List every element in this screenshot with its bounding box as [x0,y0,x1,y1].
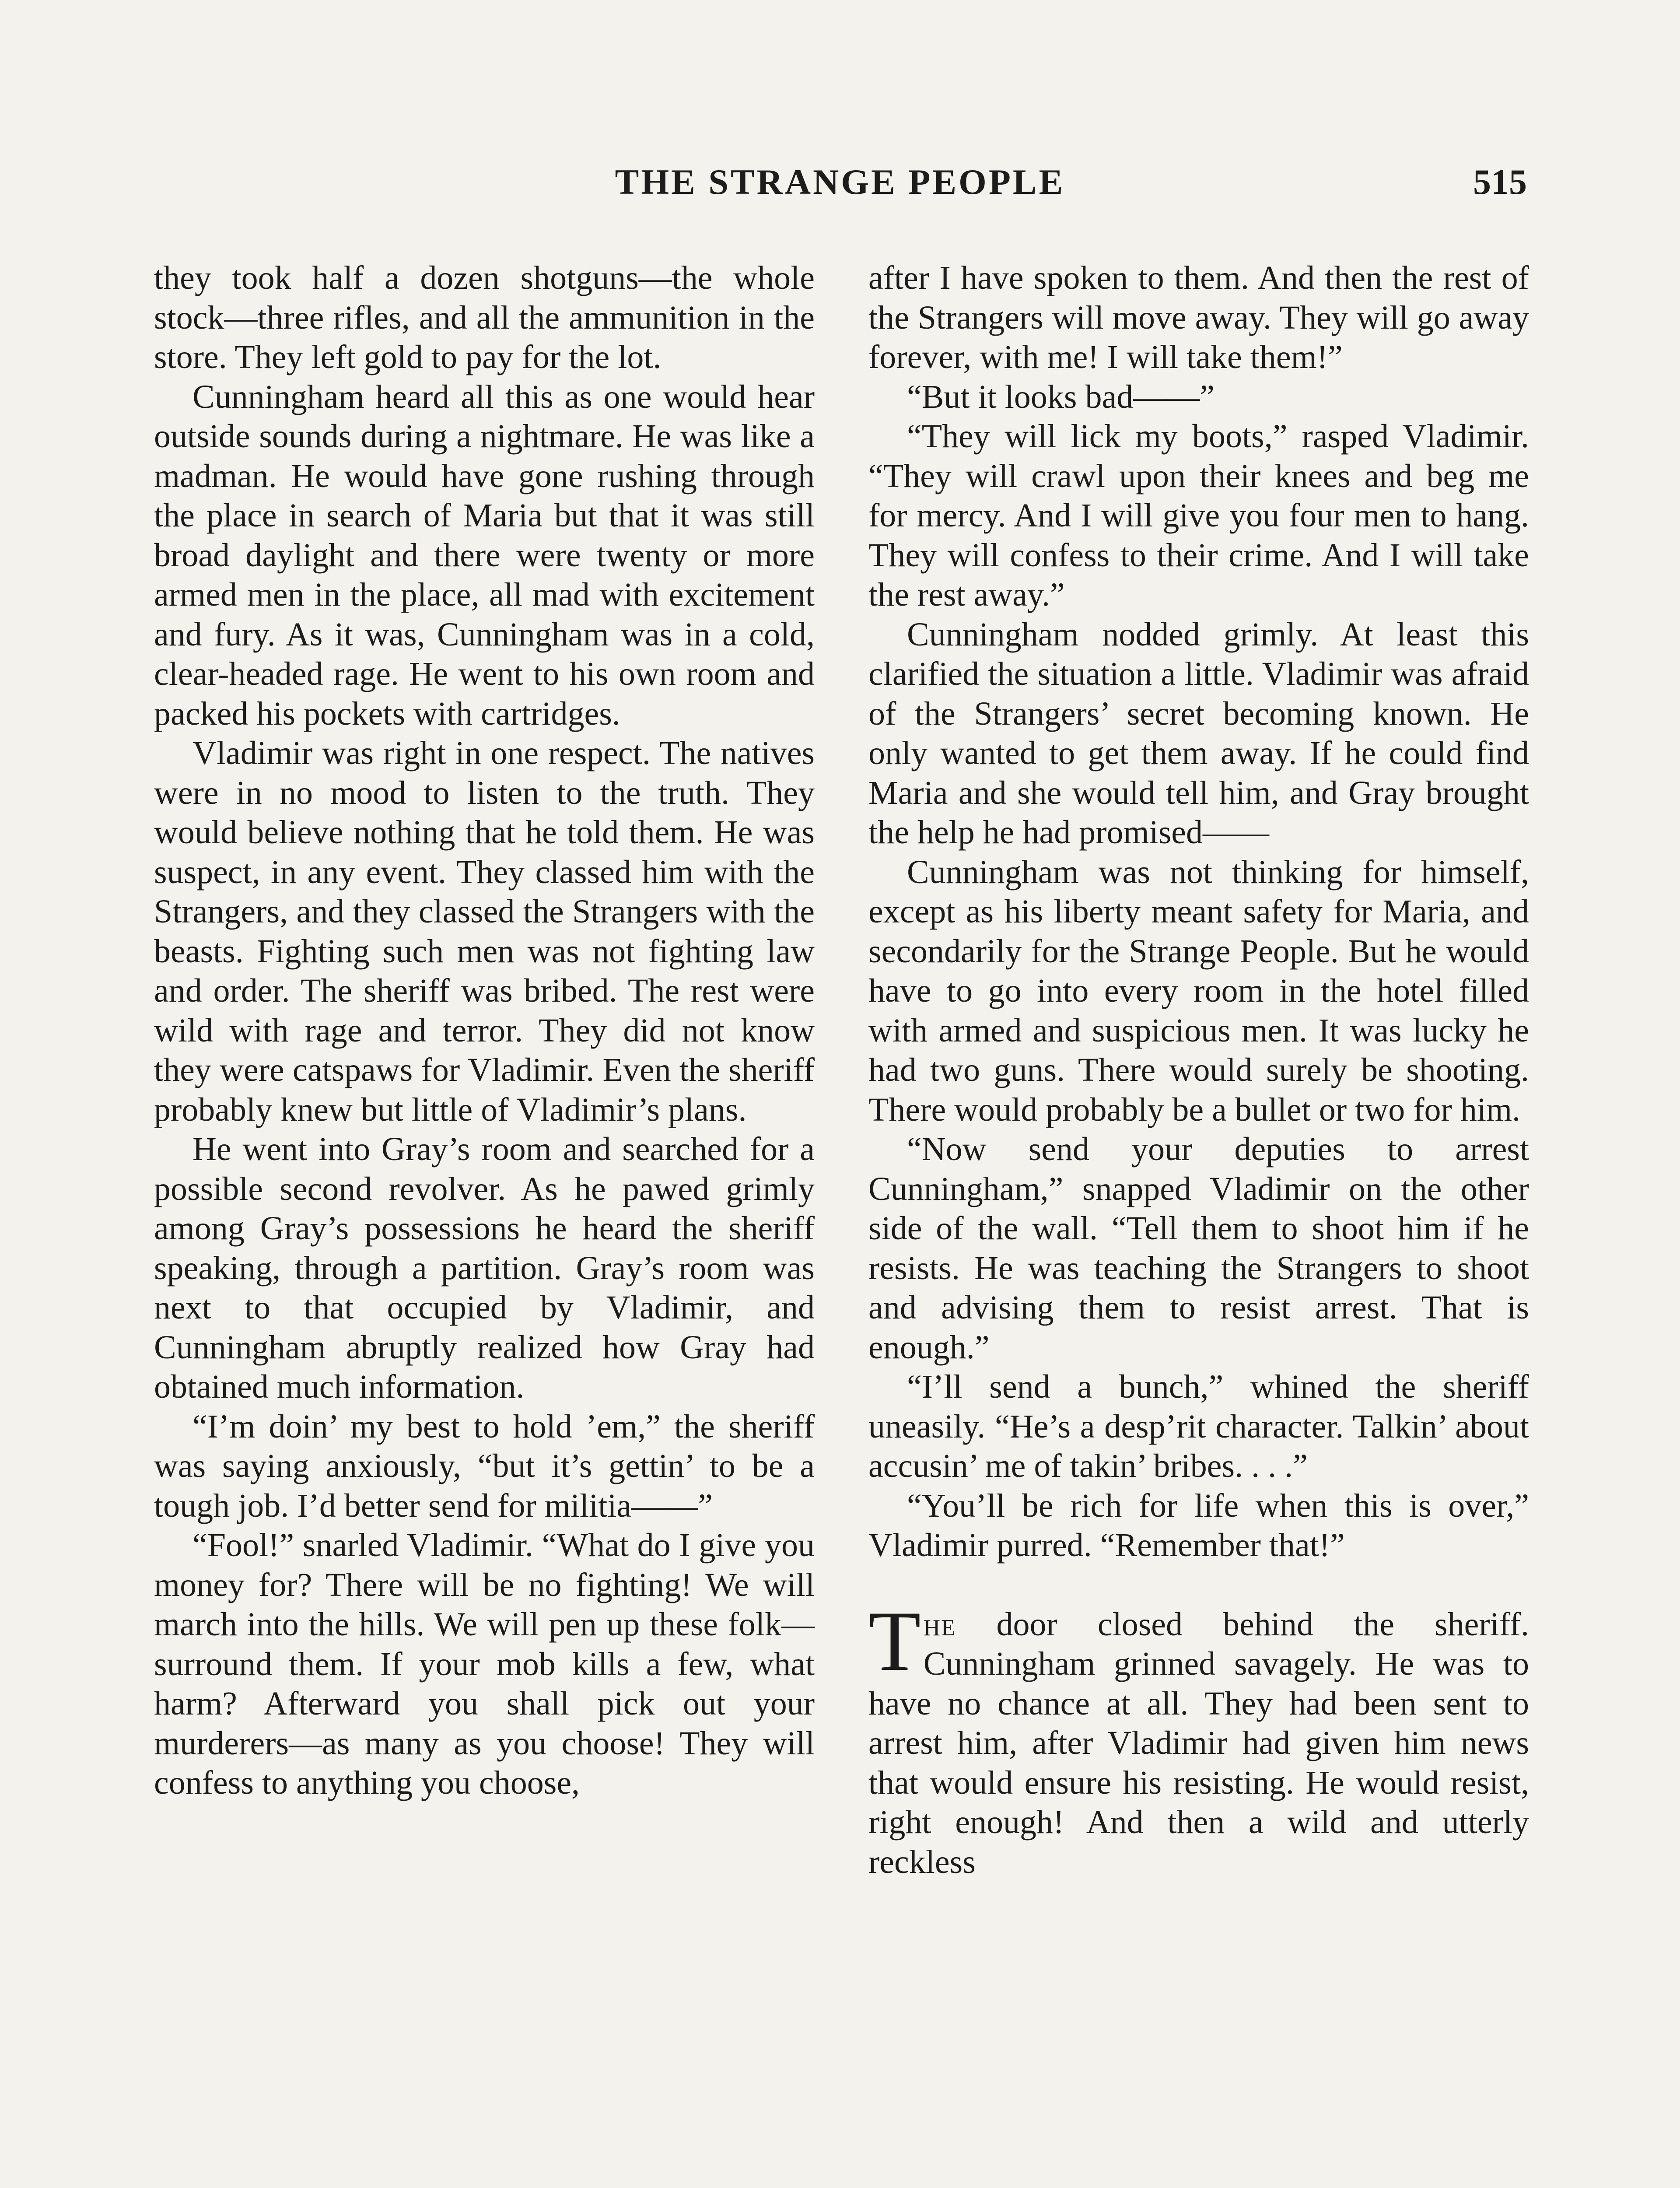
paragraph: “I’ll send a bunch,” whined the sheriff uneasily. “He’s a desp’rit character. Talkin’ about accusin’ me of takin’ bribes. . . .” [868,1368,1529,1484]
paragraph: “I’m doin’ my best to hold ’em,” the sheriff was saying anxiously, “but it’s gettin’ to be a tough job. I’d better send for militia——” [154,1408,815,1524]
left-column [154,258,815,1803]
paragraph: “Now send your deputies to arrest Cunningham,” snapped Vladimir on the other side of the wall. “Tell them to shoot him if he resists. He was teaching the Strangers to shoot and advising them to resist arrest. That is enough.” [868,1131,1529,1366]
paragraph: “But it looks bad——” [907,378,1214,415]
running-title: THE STRANGE PEOPLE [615,162,1065,202]
page-number: 515 [1473,162,1527,202]
running-head [153,160,1527,204]
paragraph: “They will lick my boots,” rasped Vladimir. “They will crawl upon their knees and beg me for mercy. And I will give you four men to hang. They will confess to their crime. And I will take the rest away.” [868,418,1529,613]
paragraph: after I have spoken to them. And then the rest of the Strangers will move away. They will go away forever, with me! I will take them!” [868,259,1529,375]
section-opening-paragraph [868,1593,1529,1882]
paragraph: Cunningham heard all this as one would hear outside sounds during a nightmare. He was like a madman. He would have gone rushing through the place in search of Maria but that it was still broad daylight and there were twenty or more armed men in the place, all mad with excitement and fury. As it was, Cunningham was in a cold, clear-headed rage. He went to his own room and packed his pockets with cartridges. [154,378,815,732]
paragraph: He went into Gray’s room and searched for a possible second revolver. As he pawed grimly among Gray’s possessions he heard the sheriff speaking, through a partition. Gray’s room was next to that occupied by Vladimir, and Cunningham abruptly realized how Gray had obtained much information. [154,1131,815,1405]
small-caps-lead: he [923,1606,956,1643]
right-column [868,258,1529,1882]
paragraph: Cunningham was not thinking for himself, except as his liberty meant safety for Maria, and secondarily for the Strange People. But he would have to go into every room in the hotel filled with armed and suspicious men. It was lucky he had two guns. There would surely be shooting. There would probably be a bullet or two for him. [868,853,1529,1128]
paragraph: Vladimir was right in one respect. The natives were in no mood to listen to the truth. They would believe nothing that he told them. He was suspect, in any event. They classed him with the Strangers, and they classed the Strangers with the beasts. Fighting such men was not fighting law and order. The sheriff was bribed. The rest were wild with rage and terror. They did not know they were catspaws for Vladimir. Even the sheriff probably knew but little of Vladimir’s plans. [154,735,815,1128]
paragraph: they took half a dozen shotguns—the whole stock—three rifles, and all the ammunition in the store. They left gold to pay for the lot. [154,259,815,375]
paragraph: Cunningham nodded grimly. At least this clarified the situation a little. Vladimir was afraid of the Strangers’ secret becoming known. He only wanted to get them away. If he could find Maria and she would tell him, and Gray brought the help he had promised—— [868,616,1529,851]
paragraph-text: door closed behind the sheriff. Cunningham grinned savagely. He was to have no chance at all. They had been sent to arrest him, after Vladimir had given him news that would ensure his resisting. He would resist, right enough! And then a wild and utterly reckless [868,1606,1529,1880]
paragraph: “Fool!” snarled Vladimir. “What do I give you money for? There will be no fighting! We will march into the hills. We will pen up these folk—surround them. If your mob kills a few, what harm? Afterward you shall pick out your murderers—as many as you choose! They will confess to anything you choose, [154,1527,815,1801]
paragraph: “You’ll be rich for life when this is over,” Vladimir purred. “Remember that!” [868,1487,1529,1564]
drop-cap: T [868,1593,921,1689]
